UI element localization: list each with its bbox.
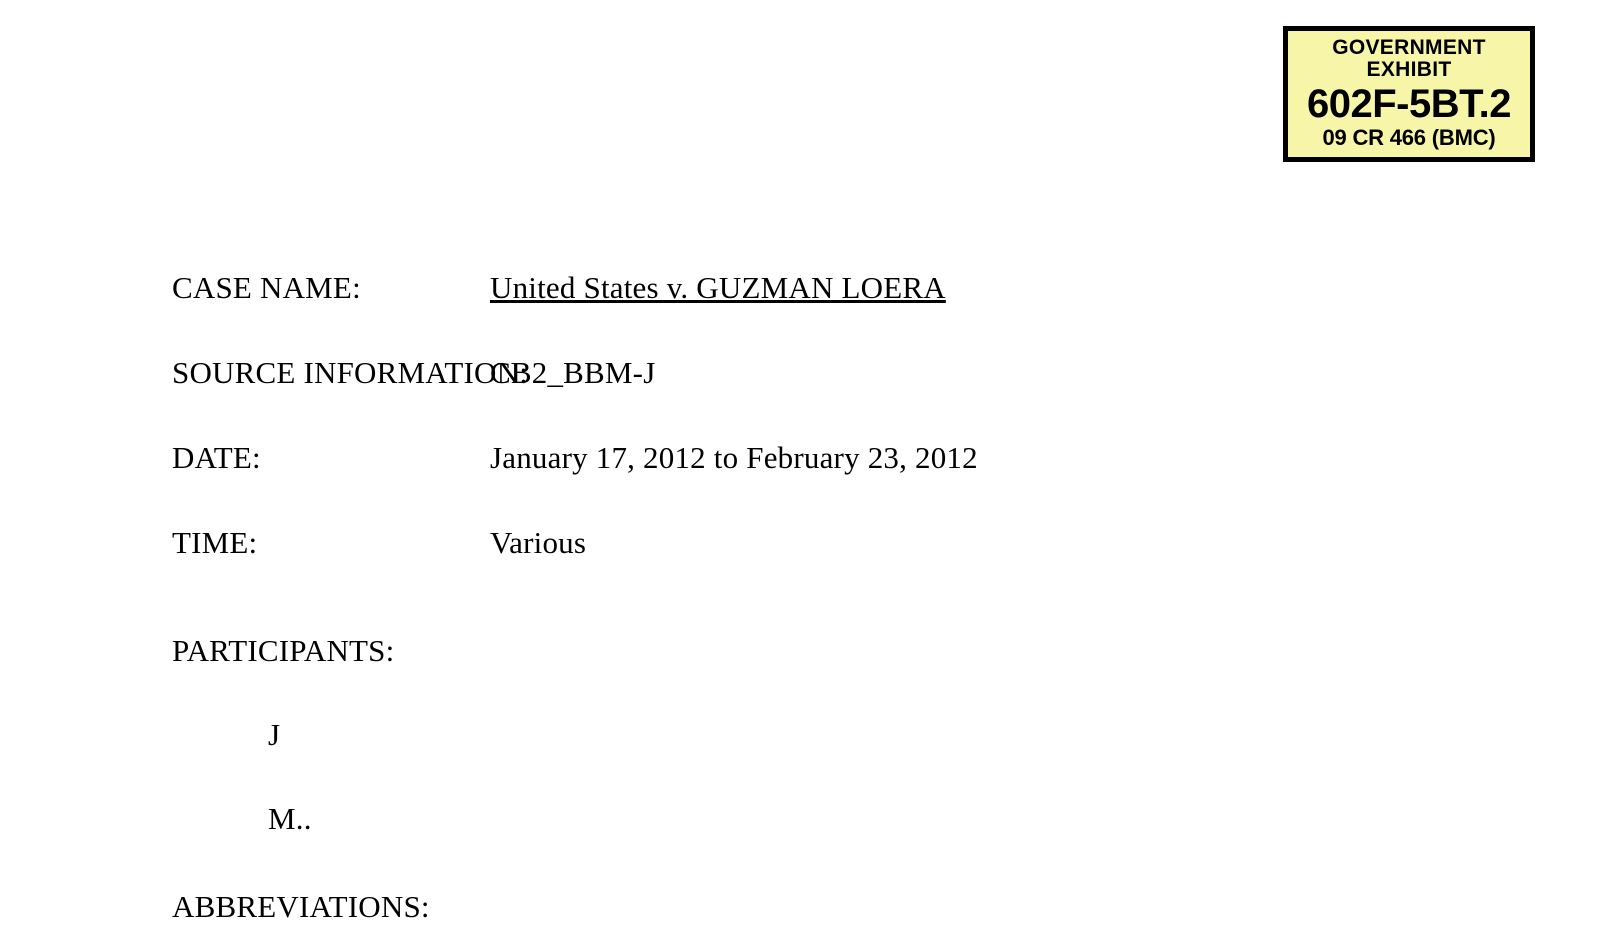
exhibit-stamp-line-2: EXHIBIT <box>1366 58 1452 82</box>
field-value-source-information: CB2_BBM-J <box>490 355 656 390</box>
exhibit-stamp-line-1: GOVERNMENT <box>1332 36 1486 59</box>
government-exhibit-stamp <box>1283 26 1535 162</box>
participant-item: M.. <box>268 801 312 836</box>
field-label-source-information: SOURCE INFORMATION: <box>172 355 529 390</box>
abbreviations-heading: ABBREVIATIONS: <box>172 889 430 924</box>
field-value-case-name: United States v. GUZMAN LOERA <box>490 270 946 305</box>
field-label-date: DATE: <box>172 440 261 475</box>
participants-heading: PARTICIPANTS: <box>172 633 395 668</box>
document-body <box>0 270 1600 925</box>
field-case-name <box>0 270 1600 306</box>
field-source-information <box>0 355 1600 391</box>
field-label-time: TIME: <box>172 525 258 560</box>
exhibit-stamp-case-number: 09 CR 466 (BMC) <box>1322 125 1496 151</box>
field-label-case-name: CASE NAME: <box>172 270 361 305</box>
field-value-date: January 17, 2012 to February 23, 2012 <box>490 440 978 475</box>
field-value-time: Various <box>490 525 587 560</box>
field-time <box>0 525 1600 561</box>
field-date <box>0 440 1600 476</box>
exhibit-stamp-number: 602F-5BT.2 <box>1307 82 1511 127</box>
participant-item: J <box>268 717 281 752</box>
